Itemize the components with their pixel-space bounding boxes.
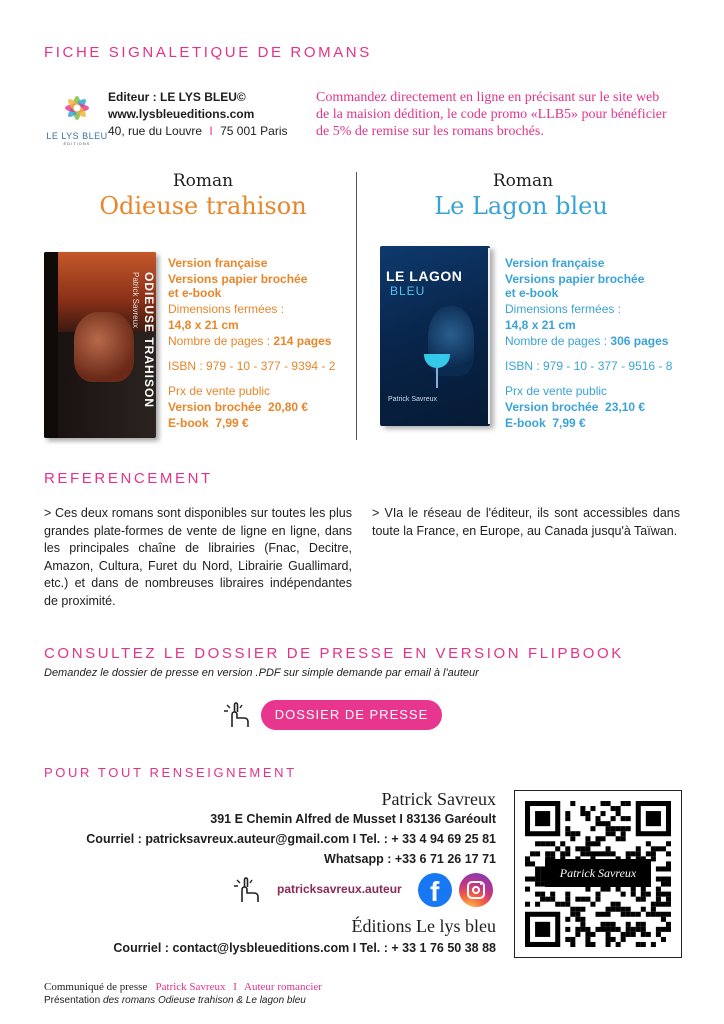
press-subtitle: Demandez le dossier de presse en version .PDF sur simple demande par email à l'auteur (44, 667, 479, 679)
spec-broche-label: Version brochée (168, 400, 262, 414)
book2-title: Le Lagon bleu (434, 192, 608, 220)
book1-label: Roman (172, 171, 234, 191)
spec-isbn: ISBN : 979 - 10 - 377 - 9394 - 2 (168, 359, 336, 373)
press-title: CONSULTEZ LE DOSSIER DE PRESSE EN VERSION FLIPBOOK (44, 645, 624, 662)
qr-code-frame (514, 790, 682, 958)
spec-broche-price: 23,10 € (605, 400, 646, 414)
qr-signature: Patrick Savreux (545, 859, 651, 887)
footer-author: Patrick Savreux (155, 981, 226, 993)
info-title: POUR TOUT RENSEIGNEMENT (44, 765, 297, 780)
publisher-logo (46, 90, 108, 146)
footer-separator: I (233, 981, 237, 993)
book1-specs (168, 255, 348, 431)
press-kit-button[interactable]: DOSSIER DE PRESSE (261, 700, 442, 730)
spec-dims: 14,8 x 21 cm (505, 318, 576, 332)
book2-cover-author: Patrick Savreux (388, 396, 438, 403)
spec-lang: Version française (505, 256, 605, 270)
separator: I (209, 124, 213, 138)
facebook-icon[interactable]: f (418, 873, 452, 907)
author-email-phone[interactable]: Courriel : patricksavreux.auteur@gmail.com I Tel. : + 33 4 94 69 25 81 (86, 832, 496, 846)
spec-pages: 214 pages (273, 334, 332, 348)
referencement-right-text: > VIa le réseau de l'éditeur, ils sont accessibles dans toute la France, en Europe, au Canada jusqu'à Taïwan. (372, 506, 680, 538)
spec-lang: Version française (168, 256, 268, 270)
publisher-city: 75 001 Paris (220, 124, 288, 138)
publisher-contact-name: Éditions Le lys bleu (351, 916, 496, 936)
promo-line: Commandez directement en ligne en précisant sur le site web (316, 90, 660, 105)
publisher-address: 40, rue du Louvre (108, 124, 203, 138)
lys-flower-icon (59, 90, 95, 126)
promo-line: de la maision dédition, le code promo «LLB5» pour bénéficier (316, 107, 667, 122)
footer-label: Présentation (44, 995, 101, 1006)
book2-cover (380, 246, 490, 426)
spec-dims: 14,8 x 21 cm (168, 318, 239, 332)
author-whatsapp[interactable]: Whatsapp : +33 6 71 26 17 71 (324, 852, 496, 866)
publisher-name: Editeur : LE LYS BLEU© (108, 90, 246, 104)
spec-price-label: Prx de vente public (505, 384, 608, 398)
footer-label: Communiqué de presse (44, 981, 148, 993)
book2-cover-title: LE LAGON (386, 268, 463, 284)
spec-ebook-price: 7,99 € (552, 416, 586, 430)
spec-formats: et e-book (168, 286, 222, 300)
promo-line: de 5% de remise sur les romans brochés. (316, 124, 544, 139)
page-title: FICHE SIGNALETIQUE DE ROMANS (44, 44, 372, 61)
spec-ebook-price: 7,99 € (215, 416, 249, 430)
footer-books: des romans Odieuse trahison & Le lagon bleu (102, 995, 306, 1006)
spec-ebook-label: E-book (168, 416, 209, 430)
book1-cover-author: Patrick Savreux (131, 272, 140, 329)
book1-cover-title: ODIEUSE TRAHISON (142, 272, 156, 409)
spec-price-label: Prx de vente public (168, 384, 271, 398)
referencement-title: REFERENCEMENT (44, 470, 213, 487)
spec-pages-label: Nombre de pages : (505, 334, 608, 348)
column-divider (356, 172, 357, 440)
book1-title: Odieuse trahison (99, 192, 307, 220)
click-hand-icon (222, 701, 252, 734)
footer-role: Auteur romancier (244, 981, 322, 993)
click-hand-icon (232, 876, 262, 909)
book1-cover (44, 252, 156, 438)
spec-ebook-label: E-book (505, 416, 546, 430)
logo-text: LE LYS BLEU (46, 131, 108, 141)
logo-subtext: ÉDITIONS (63, 141, 91, 146)
spec-dims-label: Dimensions fermées : (168, 302, 285, 316)
author-address: 391 E Chemin Alfred de Musset I 83136 Garéoult (210, 812, 496, 826)
book2-label: Roman (492, 171, 554, 191)
spec-formats: Versions papier brochée (168, 272, 308, 286)
spec-pages: 306 pages (610, 334, 669, 348)
spec-isbn: ISBN : 979 - 10 - 377 - 9516 - 8 (505, 359, 673, 373)
spec-pages-label: Nombre de pages : (168, 334, 271, 348)
promo-text (316, 89, 696, 140)
spec-formats: Versions papier brochée (505, 272, 645, 286)
author-name: Patrick Savreux (381, 789, 496, 809)
spec-formats: et e-book (505, 286, 559, 300)
publisher-contact-line[interactable]: Courriel : contact@lysbleueditions.com I Tel. : + 33 1 76 50 38 88 (113, 941, 496, 955)
publisher-website[interactable]: www.lysbleueditions.com (108, 107, 255, 121)
spec-broche-price: 20,80 € (268, 400, 309, 414)
referencement-left-text: > Ces deux romans sont disponibles sur toutes les plus grandes plate-formes de vente de ligne en ligne, dans les principales chaîne de librairies (Fnac, Decitre, Amazon, Cultura, Furet du Nord, Librairie Guallimard, etc.) et dans de nombreuses libraires indépendantes de proximité. (44, 506, 352, 608)
social-handle[interactable]: patricksavreux.auteur (277, 882, 402, 896)
spec-broche-label: Version brochée (505, 400, 599, 414)
publisher-info (108, 89, 288, 140)
book2-cover-title2: BLEU (390, 284, 426, 298)
contact-block (56, 809, 496, 869)
footer (44, 980, 322, 1008)
book2-specs (505, 255, 695, 431)
instagram-icon[interactable] (459, 873, 493, 907)
spec-dims-label: Dimensions fermées : (505, 302, 622, 316)
